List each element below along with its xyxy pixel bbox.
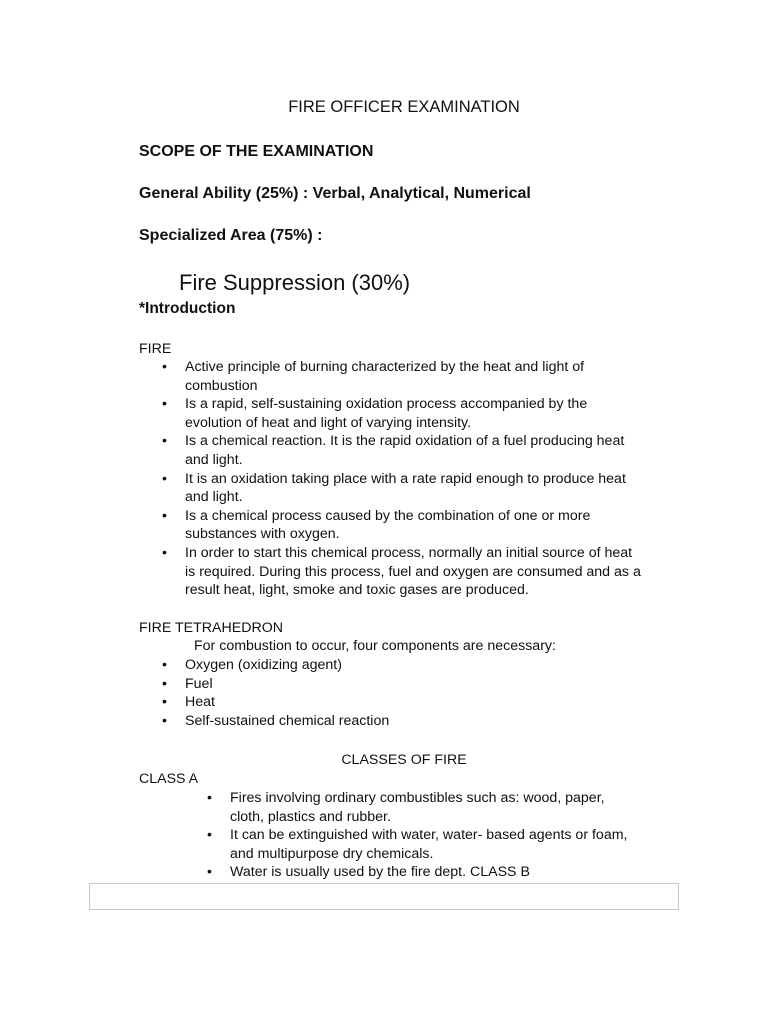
bullet-icon: • <box>162 712 167 729</box>
general-ability-line: General Ability (25%) : Verbal, Analytical, Numerical <box>139 185 531 202</box>
list-item-line: Self-sustained chemical reaction <box>185 712 390 729</box>
list-item <box>162 656 680 675</box>
introduction-heading: *Introduction <box>139 300 236 317</box>
list-item <box>162 358 680 395</box>
list-item <box>162 712 680 731</box>
list-item <box>162 675 680 694</box>
list-item-line: is required. During this process, fuel and oxygen are consumed and as a <box>185 563 641 580</box>
tetrahedron-bullet-list <box>162 656 680 730</box>
list-item-line: and light. <box>185 451 243 468</box>
list-item-line: Oxygen (oxidizing agent) <box>185 657 342 673</box>
list-item <box>207 826 670 863</box>
fire-bullet-list <box>162 358 680 600</box>
classes-of-fire-heading: CLASSES OF FIRE <box>341 752 467 768</box>
list-item-line: cloth, plastics and rubber. <box>230 808 391 825</box>
fire-section-label: FIRE <box>139 341 172 357</box>
bullet-icon: • <box>162 657 167 673</box>
bullet-icon: • <box>162 675 167 692</box>
bullet-icon: • <box>207 827 212 844</box>
document-title: FIRE OFFICER EXAMINATION <box>288 98 520 116</box>
fire-suppression-heading: Fire Suppression (30%) <box>179 270 411 295</box>
list-item-line: substances with oxygen. <box>185 526 340 543</box>
specialized-area-line: Specialized Area (75%) : <box>139 227 323 244</box>
bullet-icon: • <box>207 790 212 806</box>
list-item-line: combustion <box>185 377 258 394</box>
list-item-line: It is an oxidation taking place with a rate rapid enough to produce heat <box>185 470 626 487</box>
list-item <box>162 693 680 712</box>
list-item <box>162 544 680 600</box>
list-item <box>162 507 680 544</box>
list-item-line: result heat, light, smoke and toxic gases are produced. <box>185 582 529 599</box>
list-item-line: Is a chemical reaction. It is the rapid oxidation of a fuel producing heat <box>185 433 625 450</box>
list-item <box>162 395 680 432</box>
bullet-icon: • <box>162 694 167 711</box>
bullet-icon: • <box>162 544 167 561</box>
bullet-icon: • <box>162 433 167 450</box>
bullet-icon: • <box>162 359 167 375</box>
list-item <box>207 863 670 882</box>
list-item-line: In order to start this chemical process, normally an initial source of heat <box>185 544 633 561</box>
list-item-line: Is a rapid, self-sustaining oxidation process accompanied by the <box>185 396 588 413</box>
bullet-icon: • <box>207 864 212 881</box>
list-item <box>162 432 680 469</box>
list-item-line: Water is usually used by the fire dept. CLASS B <box>230 864 530 881</box>
tetrahedron-section-label: FIRE TETRAHEDRON <box>139 620 283 636</box>
class-a-bullet-list <box>207 789 670 882</box>
list-item <box>162 470 680 507</box>
text-input-box[interactable] <box>89 883 679 910</box>
list-item-line: Fuel <box>185 675 213 692</box>
list-item-line: evolution of heat and light of varying intensity. <box>185 414 472 431</box>
list-item-line: Fires involving ordinary combustibles such as: wood, paper, <box>230 790 605 806</box>
list-item-line: Is a chemical process caused by the combination of one or more <box>185 507 591 524</box>
list-item <box>207 789 670 826</box>
list-item-line: It can be extinguished with water, water- based agents or foam, <box>230 827 628 844</box>
tetrahedron-intro: For combustion to occur, four components are necessary: <box>194 638 556 654</box>
list-item-line: Active principle of burning characterized by the heat and light of <box>185 359 585 375</box>
bullet-icon: • <box>162 396 167 413</box>
bullet-icon: • <box>162 507 167 524</box>
list-item-line: and multipurpose dry chemicals. <box>230 845 434 862</box>
list-item-line: and light. <box>185 489 243 506</box>
bullet-icon: • <box>162 470 167 487</box>
class-a-label: CLASS A <box>139 771 199 787</box>
scope-heading: SCOPE OF THE EXAMINATION <box>139 143 374 160</box>
list-item-line: Heat <box>185 694 215 711</box>
